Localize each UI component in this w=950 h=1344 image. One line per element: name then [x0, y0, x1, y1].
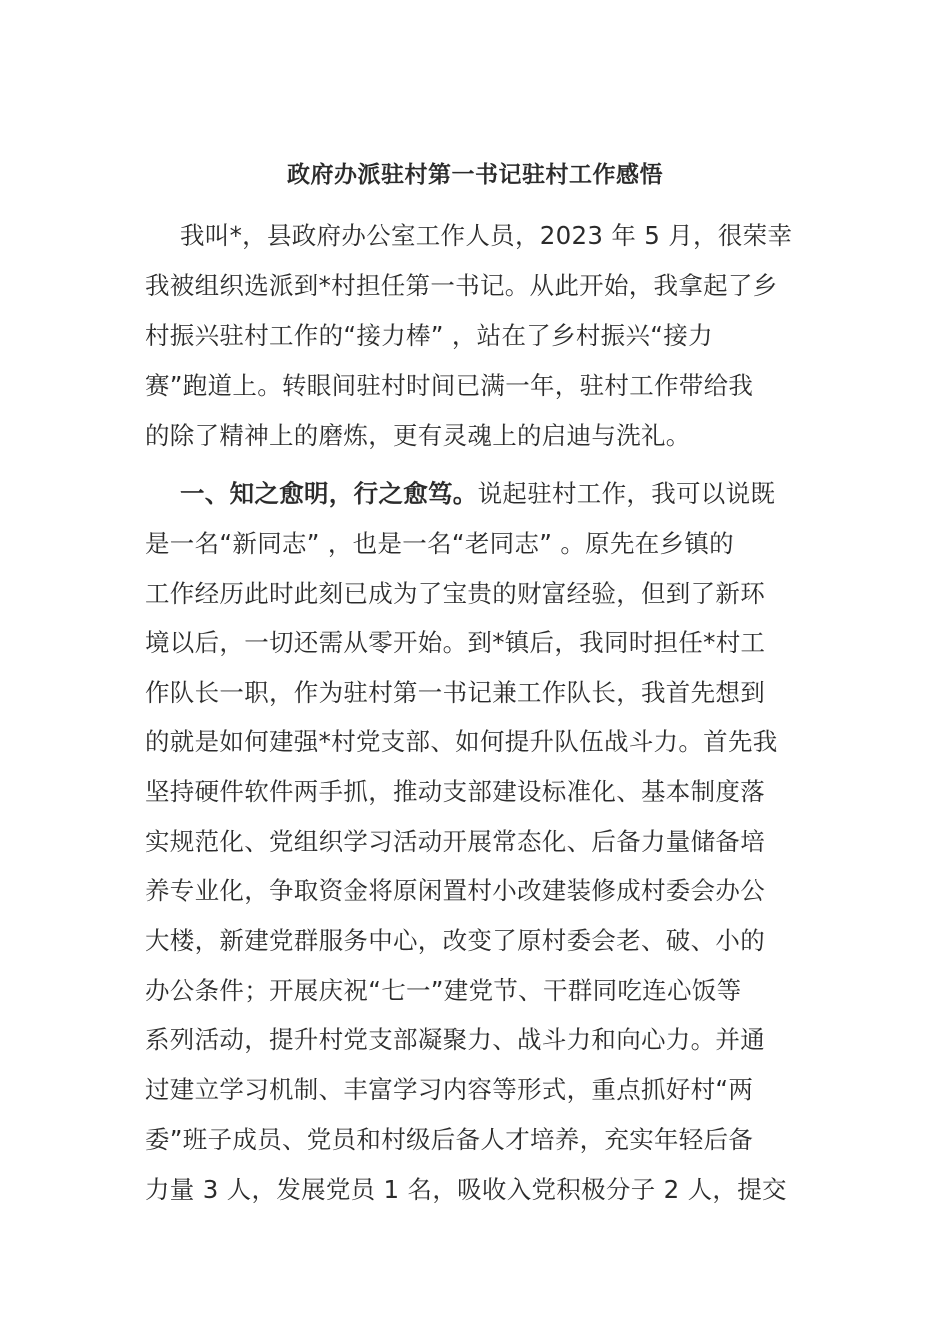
paragraph-line: 养专业化，争取资金将原闲置村小改建装修成村委会办公 [145, 876, 765, 905]
section-first-line [180, 474, 775, 514]
paragraph-line: 实规范化、党组织学习活动开展常态化、后备力量储备培 [145, 827, 765, 856]
paragraph-line: 办公条件；开展庆祝“七一”建党节、干群同吃连心饭等 [145, 976, 742, 1005]
paragraph-line: 我叫*，县政府办公室工作人员，2023 年 5 月，很荣幸 [180, 221, 793, 250]
paragraph-line: 坚持硬件软件两手抓，推动支部建设标准化、基本制度落 [145, 777, 765, 806]
paragraph-line: 过建立学习机制、丰富学习内容等形式，重点抓好村“两 [145, 1075, 754, 1104]
paragraph-line: 作队长一职，作为驻村第一书记兼工作队长，我首先想到 [145, 678, 765, 707]
section-heading: 一、知之愈明，行之愈笃。 [180, 479, 478, 508]
section-text: 说起驻村工作，我可以说既 [477, 479, 776, 508]
paragraph-line: 的除了精神上的磨炼，更有灵魂上的启迪与洗礼。 [145, 421, 691, 450]
paragraph-line: 大楼，新建党群服务中心，改变了原村委会老、破、小的 [145, 926, 765, 955]
paragraph-line: 工作经历此时此刻已成为了宝贵的财富经验，但到了新环 [145, 579, 765, 608]
paragraph-line: 村振兴驻村工作的“接力棒” ，站在了乡村振兴“接力 [145, 321, 713, 350]
paragraph-line: 的就是如何建强*村党支部、如何提升队伍战斗力。首先我 [145, 727, 778, 756]
paragraph-line: 是一名“新同志” ，也是一名“老同志” 。原先在乡镇的 [145, 529, 734, 558]
paragraph-line: 赛”跑道上。转眼间驻村时间已满一年，驻村工作带给我 [145, 371, 754, 400]
paragraph-line: 系列活动，提升村党支部凝聚力、战斗力和向心力。并通 [145, 1025, 765, 1054]
document-title: 政府办派驻村第一书记驻村工作感悟 [287, 162, 663, 188]
paragraph-line: 我被组织选派到*村担任第一书记。从此开始，我拿起了乡 [145, 271, 778, 300]
paragraph-line: 力量 3 人，发展党员 1 名，吸收入党积极分子 2 人，提交 [145, 1175, 787, 1204]
paragraph-line: 委”班子成员、党员和村级后备人才培养，充实年轻后备 [145, 1125, 754, 1154]
paragraph-line: 境以后，一切还需从零开始。到*镇后，我同时担任*村工 [145, 628, 766, 657]
